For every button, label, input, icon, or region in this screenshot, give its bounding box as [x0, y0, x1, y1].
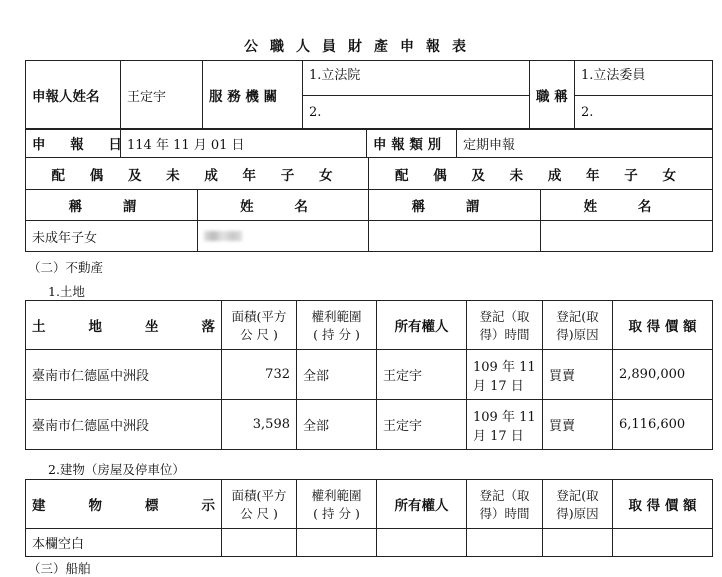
land-area: 3,598: [222, 400, 297, 450]
family-table: [25, 157, 713, 252]
name-label: 申報人姓名: [26, 61, 121, 130]
relation-col-left: 稱 謂: [26, 190, 198, 221]
date-value: 114 年 11 月 01 日: [121, 129, 367, 158]
agency-2: 2.: [303, 96, 530, 130]
land-scope: 全部: [297, 350, 377, 400]
land-reason: 買賣: [543, 350, 613, 400]
minor-child-relation: 未成年子女: [26, 221, 198, 252]
land-location: 臺南市仁德區中洲段: [26, 400, 222, 450]
empty-cell: [543, 529, 613, 557]
empty-cell: [369, 221, 541, 252]
col-owner: 所有權人: [377, 480, 467, 529]
land-location: 臺南市仁德區中洲段: [26, 350, 222, 400]
name-value: 王定宇: [121, 61, 203, 130]
section-land: 1.土地: [48, 284, 85, 299]
agency-1: 1.立法院: [303, 61, 530, 96]
land-date: 109 年 11 月 17 日: [467, 350, 543, 400]
name-col-right: 姓 名: [541, 190, 713, 221]
land-table: [25, 300, 713, 450]
col-price: 取 得 價 額: [613, 301, 713, 350]
land-owner: 王定宇: [377, 400, 467, 450]
col-reg-time: 登記（取 得）時間: [467, 480, 543, 529]
col-land-location: 土 地 坐 落: [26, 301, 222, 350]
empty-cell: [613, 529, 713, 557]
land-price: 2,890,000: [613, 350, 713, 400]
agency-label: 服 務 機 關: [203, 61, 303, 130]
declarant-table: [25, 60, 713, 130]
land-area: 732: [222, 350, 297, 400]
redacted-name-blur: [204, 231, 242, 241]
col-owner: 所有權人: [377, 301, 467, 350]
job-title-2: 2.: [575, 96, 713, 130]
table-row: [26, 350, 713, 400]
col-area: 面積(平方 公 尺 ): [222, 480, 297, 529]
col-price: 取 得 價 額: [613, 480, 713, 529]
empty-cell: [222, 529, 297, 557]
job-title-label: 職 稱: [530, 61, 575, 130]
empty-cell: [541, 221, 713, 252]
empty-cell: [297, 529, 377, 557]
land-date: 109 年 11 月 17 日: [467, 400, 543, 450]
col-reg-time: 登記（取 得）時間: [467, 301, 543, 350]
col-reg-reason: 登記(取 得)原因: [543, 480, 613, 529]
date-table: [25, 128, 713, 158]
empty-notice: 本欄空白: [26, 529, 222, 557]
type-label: 申 報 類 別: [367, 129, 457, 158]
form-title: 公職人員財產申報表: [244, 39, 478, 55]
job-title-1: 1.立法委員: [575, 61, 713, 96]
col-building-label: 建 物 標 示: [26, 480, 222, 529]
spouse-header-left: 配 偶 及 未 成 年 子 女: [26, 158, 369, 190]
land-scope: 全部: [297, 400, 377, 450]
building-table: [25, 479, 713, 557]
section-cut-off: （三）船舶: [28, 561, 91, 576]
table-row: [26, 400, 713, 450]
date-label: 申 報 日: [26, 129, 121, 158]
type-value: 定期申報: [457, 129, 713, 158]
empty-cell: [467, 529, 543, 557]
col-reg-reason: 登記(取 得)原因: [543, 301, 613, 350]
col-area: 面積(平方 公 尺 ): [222, 301, 297, 350]
land-reason: 買賣: [543, 400, 613, 450]
section-building: 2.建物（房屋及停車位）: [48, 462, 185, 477]
land-owner: 王定宇: [377, 350, 467, 400]
empty-cell: [377, 529, 467, 557]
col-scope: 權利範圍 ( 持 分 ): [297, 480, 377, 529]
minor-child-name: [198, 221, 369, 252]
relation-col-right: 稱 謂: [369, 190, 541, 221]
name-col-left: 姓 名: [198, 190, 369, 221]
col-scope: 權利範圍 ( 持 分 ): [297, 301, 377, 350]
section-real-estate: （二）不動產: [28, 260, 104, 275]
land-price: 6,116,600: [613, 400, 713, 450]
spouse-header-right: 配 偶 及 未 成 年 子 女: [369, 158, 713, 190]
table-row: [26, 529, 713, 557]
